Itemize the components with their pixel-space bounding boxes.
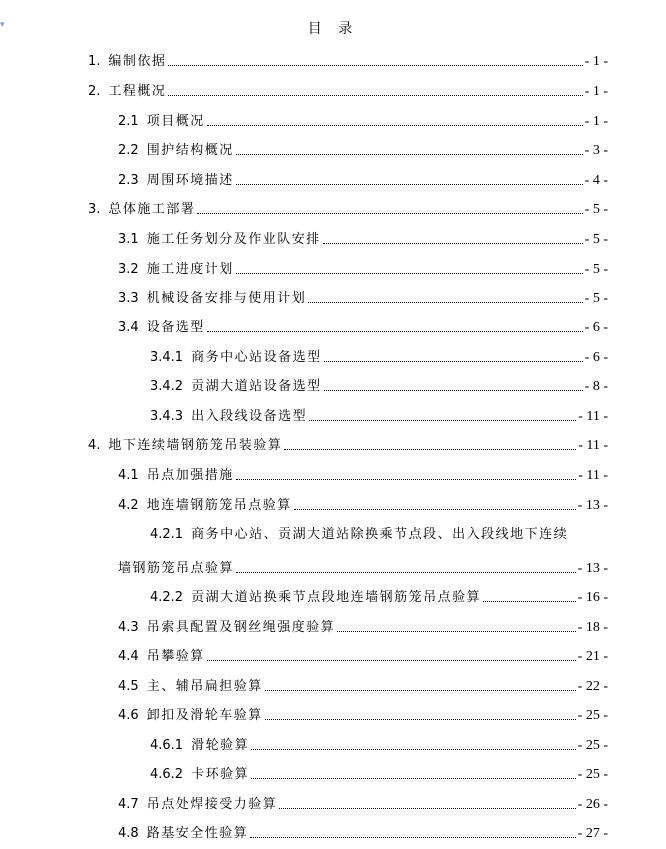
dot-leader xyxy=(251,778,576,779)
toc-entry-1[interactable] xyxy=(88,50,608,70)
toc-number: 4.7 xyxy=(118,797,139,812)
toc-label: 总体施工部署 xyxy=(108,202,196,217)
toc-label: 吊攀验算 xyxy=(146,649,205,664)
toc-label: 地连墙钢筋笼吊点验算 xyxy=(146,498,292,513)
dot-leader xyxy=(324,361,583,362)
toc-entry-2-3[interactable] xyxy=(118,169,608,189)
toc-page: - 1 - xyxy=(584,114,608,129)
toc-page: - 5 - xyxy=(584,202,608,217)
toc-number: 2.3 xyxy=(118,173,139,188)
toc-number: 4.2.1 xyxy=(150,527,184,542)
toc-page: - 13 - xyxy=(577,561,608,576)
toc-entry-4-5[interactable] xyxy=(118,675,608,695)
dot-leader xyxy=(308,302,582,303)
toc-number: 3.4.3 xyxy=(150,409,184,424)
dot-leader xyxy=(236,479,576,480)
toc-entry-3-4-1[interactable] xyxy=(150,346,608,366)
toc-label: 施工任务划分及作业队安排 xyxy=(146,232,321,247)
toc-label: 周围环境描述 xyxy=(146,173,234,188)
toc-label: 地下连续墙钢筋笼吊装验算 xyxy=(108,438,283,453)
dot-leader xyxy=(197,213,582,214)
dot-leader xyxy=(250,837,575,838)
toc-page: - 11 - xyxy=(578,409,608,424)
toc-entry-3-2[interactable] xyxy=(118,258,608,278)
dot-leader xyxy=(279,808,575,809)
toc-number: 4.3 xyxy=(118,620,139,635)
toc-label: 卡环验算 xyxy=(191,767,250,782)
toc-page: - 26 - xyxy=(577,797,608,812)
toc-page: - 1 - xyxy=(584,54,608,69)
dot-leader xyxy=(483,601,576,602)
dot-leader xyxy=(207,331,583,332)
toc-page: - 11 - xyxy=(578,438,608,453)
toc-label: 工程概况 xyxy=(108,84,167,99)
dot-leader xyxy=(236,273,583,274)
toc-number: 4.6.2 xyxy=(150,767,184,782)
toc-number: 2.2 xyxy=(118,143,139,158)
toc-entry-4[interactable] xyxy=(88,434,608,454)
toc-number: 3.1 xyxy=(118,232,139,247)
toc-page: - 6 - xyxy=(584,320,608,335)
toc-page: - 8 - xyxy=(584,379,608,394)
toc-page: - 22 - xyxy=(577,679,608,694)
toc-number: 4.2 xyxy=(118,498,139,513)
toc-number: 3.2 xyxy=(118,262,139,277)
dot-leader xyxy=(207,660,576,661)
toc-label: 围护结构概况 xyxy=(146,143,234,158)
toc-label: 施工进度计划 xyxy=(146,262,234,277)
toc-number: 4. xyxy=(88,438,101,453)
toc-page: - 25 - xyxy=(577,767,608,782)
dot-leader xyxy=(265,690,576,691)
toc-page: - 4 - xyxy=(584,173,608,188)
toc-entry-3-4-3[interactable] xyxy=(150,405,608,425)
toc-number: 4.1 xyxy=(118,468,139,483)
dot-leader xyxy=(324,390,583,391)
toc-entry-4-7[interactable] xyxy=(118,793,608,813)
toc-label: 贡湖大道站设备选型 xyxy=(191,379,322,394)
toc-entry-4-8[interactable] xyxy=(118,822,608,842)
toc-page: - 6 - xyxy=(584,350,608,365)
toc-page: - 25 - xyxy=(577,738,608,753)
toc-label-continued: 墙钢筋笼吊点验算 xyxy=(118,561,235,576)
toc-entry-4-2-1[interactable] xyxy=(150,527,608,547)
toc-number: 4.6.1 xyxy=(150,738,184,753)
toc-number: 3.4.2 xyxy=(150,379,184,394)
toc-page: - 11 - xyxy=(578,468,608,483)
toc-label: 贡湖大道站换乘节点段地连墙钢筋笼吊点验算 xyxy=(191,590,482,605)
toc-page: - 13 - xyxy=(577,498,608,513)
toc-label: 项目概况 xyxy=(146,114,205,129)
toc-label: 路基安全性验算 xyxy=(146,826,249,841)
toc-page: - 5 - xyxy=(584,262,608,277)
toc-page: - 3 - xyxy=(584,143,608,158)
dot-leader xyxy=(251,749,576,750)
toc-number: 3.4 xyxy=(118,320,139,335)
toc-entry-3[interactable] xyxy=(88,198,608,218)
dot-leader xyxy=(284,449,576,450)
dot-leader xyxy=(168,95,582,96)
toc-page: - 1 - xyxy=(584,84,608,99)
toc-page: - 18 - xyxy=(577,620,608,635)
toc-page: - 25 - xyxy=(577,708,608,723)
toc-label: 吊点处焊接受力验算 xyxy=(146,797,278,812)
toc-number: 1. xyxy=(88,54,101,69)
toc-entry-4-6-1[interactable] xyxy=(150,734,608,754)
toc-entry-4-1[interactable] xyxy=(118,464,608,484)
toc-label: 编制依据 xyxy=(108,54,167,69)
toc-label: 设备选型 xyxy=(146,320,205,335)
dot-leader xyxy=(236,154,583,155)
toc-number: 4.5 xyxy=(118,679,139,694)
toc-number: 2. xyxy=(88,84,101,99)
dot-leader xyxy=(265,719,576,720)
toc-number: 2.1 xyxy=(118,114,139,129)
toc-entry-3-3[interactable] xyxy=(118,287,608,307)
page-title: 目 录 xyxy=(307,21,359,37)
toc-number: 4.6 xyxy=(118,708,139,723)
dot-leader xyxy=(207,125,583,126)
toc-label: 吊索具配置及钢丝绳强度验算 xyxy=(146,620,336,635)
dot-leader xyxy=(236,184,583,185)
dot-leader xyxy=(236,572,576,573)
toc-number: 3.4.1 xyxy=(150,350,184,365)
dot-leader xyxy=(309,420,576,421)
toc-entry-3-1[interactable] xyxy=(118,228,608,248)
toc-entry-2-2[interactable] xyxy=(118,139,608,159)
toc-number: 4.4 xyxy=(118,649,139,664)
toc-label: 商务中心站、贡湖大道站除换乘节点段、出入段线地下连续 xyxy=(191,527,569,542)
toc-entry-4-2-1-cont[interactable] xyxy=(118,557,608,577)
toc-entry-4-6-2[interactable] xyxy=(150,763,608,783)
toc-entry-4-4[interactable] xyxy=(118,645,608,665)
toc-entry-4-2[interactable] xyxy=(118,494,608,514)
dot-leader xyxy=(337,631,575,632)
toc-entry-2-1[interactable] xyxy=(118,110,608,130)
toc-number: 4.2.2 xyxy=(150,590,184,605)
toc-label: 机械设备安排与使用计划 xyxy=(146,291,307,306)
toc-entry-4-6[interactable] xyxy=(118,704,608,724)
dot-leader xyxy=(323,243,583,244)
toc-entry-4-3[interactable] xyxy=(118,616,608,636)
toc-page: - 21 - xyxy=(577,649,608,664)
toc-page: - 16 - xyxy=(577,590,608,605)
toc-label: 卸扣及滑轮车验算 xyxy=(146,708,263,723)
toc-label: 出入段线设备选型 xyxy=(191,409,308,424)
toc-entry-4-2-2[interactable] xyxy=(150,586,608,606)
toc-page: - 5 - xyxy=(584,291,608,306)
toc-label: 吊点加强措施 xyxy=(146,468,234,483)
toc-label: 商务中心站设备选型 xyxy=(191,350,322,365)
toc-number: 4.8 xyxy=(118,826,139,841)
toc-number: 3.3 xyxy=(118,291,139,306)
toc-entry-3-4-2[interactable] xyxy=(150,375,608,395)
toc-entry-3-4[interactable] xyxy=(118,316,608,336)
toc-page: - 5 - xyxy=(584,232,608,247)
corner-marker-icon: ▾ xyxy=(0,20,5,30)
toc-label: 主、辅吊扁担验算 xyxy=(146,679,263,694)
dot-leader xyxy=(168,65,582,66)
toc-label: 滑轮验算 xyxy=(191,738,250,753)
toc-entry-2[interactable] xyxy=(88,80,608,100)
toc-number: 3. xyxy=(88,202,101,217)
dot-leader xyxy=(294,509,576,510)
toc-page: - 27 - xyxy=(577,826,608,841)
